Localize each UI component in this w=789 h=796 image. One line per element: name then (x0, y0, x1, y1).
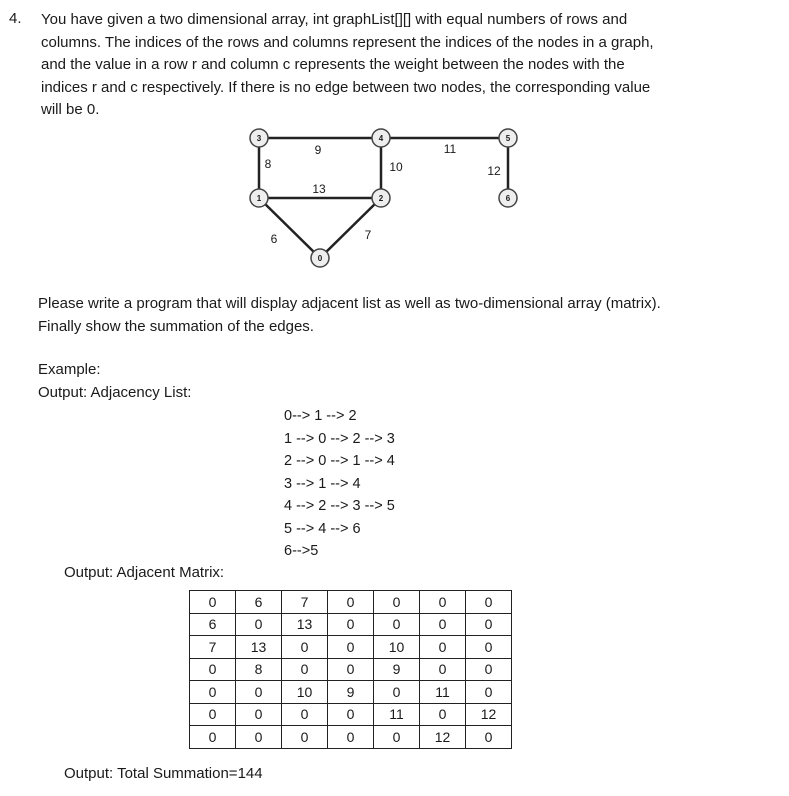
matrix-row (190, 726, 512, 749)
adjacency-row: 0--> 1 --> 2 (284, 408, 357, 424)
adjacency-row: 4 --> 2 --> 3 --> 5 (284, 498, 395, 514)
adjacency-row: 6-->5 (284, 543, 319, 559)
matrix-cell: 0 (282, 726, 328, 749)
edge-weight-label: 6 (270, 232, 278, 246)
matrix-cell: 9 (328, 681, 374, 704)
matrix-cell: 11 (374, 703, 420, 726)
adjacent-matrix-label: Output: Adjacent Matrix: (64, 564, 225, 581)
edge-weight-label: 11 (443, 142, 457, 156)
question-number: 4. (9, 10, 22, 27)
node-label: 6 (505, 194, 511, 203)
edge-weight-label: 12 (487, 164, 501, 178)
node-label: 1 (256, 194, 262, 203)
matrix-cell: 0 (190, 726, 236, 749)
matrix-cell: 10 (282, 681, 328, 704)
matrix-cell: 0 (420, 591, 466, 614)
adjacency-matrix (189, 590, 512, 749)
matrix-cell: 0 (328, 613, 374, 636)
matrix-cell: 0 (190, 681, 236, 704)
matrix-cell: 0 (374, 591, 420, 614)
task-line: Finally show the summation of the edges. (38, 317, 314, 335)
adjacency-list (284, 405, 395, 563)
matrix-cell: 0 (328, 658, 374, 681)
matrix-cell: 6 (236, 591, 282, 614)
matrix-cell: 0 (374, 726, 420, 749)
matrix-cell: 12 (420, 726, 466, 749)
matrix-cell: 0 (236, 726, 282, 749)
matrix-cell: 8 (236, 658, 282, 681)
matrix-cell: 11 (420, 681, 466, 704)
matrix-cell: 0 (190, 591, 236, 614)
matrix-cell: 0 (420, 703, 466, 726)
matrix-cell: 0 (420, 636, 466, 659)
edge-weight-label: 9 (314, 143, 322, 157)
matrix-cell: 13 (282, 613, 328, 636)
matrix-cell: 0 (328, 591, 374, 614)
matrix-row (190, 636, 512, 659)
intro-line: You have given a two dimensional array, int graphList[][] with equal numbers of rows and (41, 11, 628, 28)
matrix-cell: 7 (190, 636, 236, 659)
matrix-cell: 13 (236, 636, 282, 659)
node-label: 5 (505, 134, 511, 143)
node-label: 3 (256, 134, 262, 143)
adjacency-list-label: Output: Adjacency List: (38, 384, 192, 401)
intro-line: will be 0. (41, 101, 100, 118)
matrix-cell: 7 (282, 591, 328, 614)
node-label: 2 (378, 194, 384, 203)
matrix-cell: 0 (466, 681, 512, 704)
matrix-cell: 0 (282, 658, 328, 681)
node-label: 0 (317, 254, 323, 263)
matrix-cell: 12 (466, 703, 512, 726)
matrix-cell: 0 (236, 613, 282, 636)
node-label: 4 (378, 134, 384, 143)
matrix-cell: 0 (328, 703, 374, 726)
edge-weight-label: 13 (312, 182, 326, 196)
matrix-cell: 0 (236, 681, 282, 704)
matrix-row (190, 681, 512, 704)
adjacency-row: 2 --> 0 --> 1 --> 4 (284, 453, 395, 469)
edge-weight-label: 10 (389, 160, 403, 174)
matrix-row (190, 703, 512, 726)
task-line: Please write a program that will display adjacent list as well as two-dimensional array (matrix). (38, 295, 661, 312)
adjacency-row: 5 --> 4 --> 6 (284, 520, 361, 537)
matrix-cell: 0 (420, 613, 466, 636)
matrix-cell: 0 (466, 726, 512, 749)
matrix-row (190, 613, 512, 636)
matrix-cell: 0 (420, 658, 466, 681)
matrix-cell: 0 (466, 658, 512, 681)
edge-1-0 (259, 198, 320, 258)
matrix-cell: 0 (236, 703, 282, 726)
matrix-cell: 0 (282, 636, 328, 659)
matrix-cell: 0 (190, 703, 236, 726)
adjacency-row: 1 --> 0 --> 2 --> 3 (284, 430, 395, 447)
intro-line: indices r and c respectively. If there is no edge between two nodes, the corresponding value (41, 78, 651, 96)
matrix-row (190, 658, 512, 681)
matrix-cell: 6 (190, 613, 236, 636)
matrix-cell: 0 (466, 613, 512, 636)
total-summation: Output: Total Summation=144 (64, 765, 263, 782)
matrix-row (190, 591, 512, 614)
matrix-cell: 0 (374, 681, 420, 704)
matrix-cell: 10 (374, 636, 420, 659)
matrix-cell: 0 (374, 613, 420, 636)
matrix-cell: 0 (328, 726, 374, 749)
matrix-cell: 0 (466, 591, 512, 614)
matrix-cell: 9 (374, 658, 420, 681)
intro-line: and the value in a row r and column c represents the weight between the nodes with the (41, 56, 625, 73)
matrix-cell: 0 (466, 636, 512, 659)
adjacency-row: 3 --> 1 --> 4 (284, 475, 361, 492)
matrix-cell: 0 (190, 658, 236, 681)
edge-2-0 (320, 198, 381, 258)
intro-line: columns. The indices of the rows and columns represent the indices of the nodes in a graph, (41, 33, 654, 51)
graph-diagram (0, 0, 789, 290)
example-label: Example: (38, 361, 101, 378)
edge-weight-label: 8 (264, 157, 272, 171)
task-description (38, 293, 773, 338)
edge-weight-label: 7 (364, 228, 372, 242)
matrix-cell: 0 (282, 703, 328, 726)
matrix-cell: 0 (328, 636, 374, 659)
